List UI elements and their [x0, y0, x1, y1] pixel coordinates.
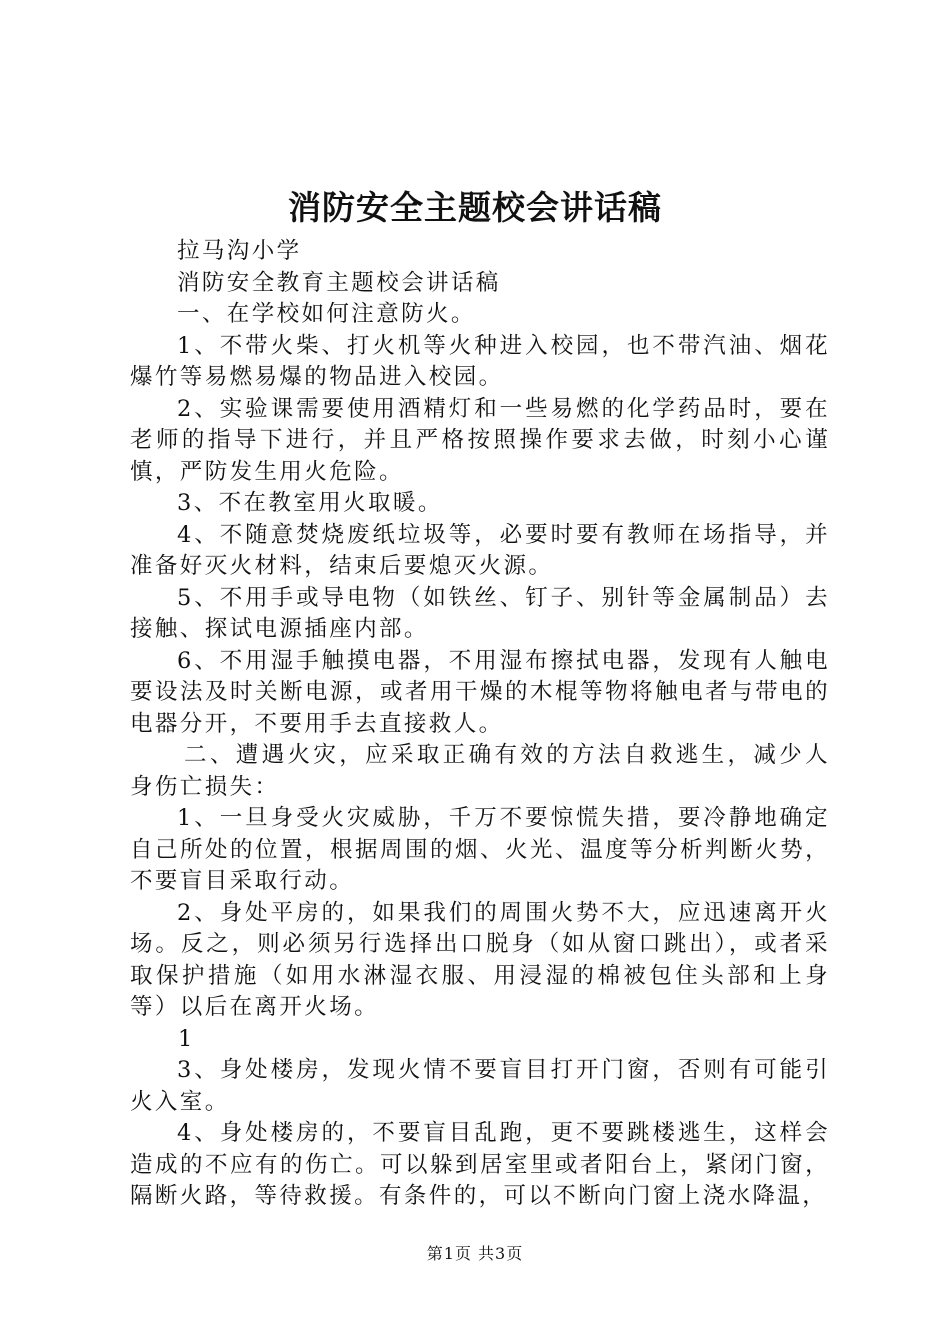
paragraph-1-4: 4、不随意焚烧废纸垃圾等，必要时要有教师在场指导，并准备好灭火材料，结束后要熄灭火源。 — [130, 521, 830, 579]
section-heading-2: 二、遭遇火灾，应采取正确有效的方法自救逃生，减少人身伤亡损失： — [130, 742, 830, 800]
document-title: 消防安全主题校会讲话稿 — [288, 188, 662, 227]
paragraph-1-6: 6、不用湿手触摸电器，不用湿布擦拭电器，发现有人触电要设法及时关断电源，或者用干燥的木棍等物将触电者与带电的电器分开，不要用手去直接救人。 — [130, 647, 830, 737]
paragraph-2-4: 4、身处楼房的，不要盲目乱跑，更不要跳楼逃生，这样会造成的不应有的伤亡。可以躲到居室里或者阳台上，紧闭门窗，隔断火路，等待救援。有条件的，可以不断向门窗上浇水降温， — [130, 1120, 830, 1209]
school-name: 拉马沟小学 — [177, 238, 302, 264]
document-body — [130, 236, 830, 1213]
subtitle: 消防安全教育主题校会讲话稿 — [177, 269, 501, 296]
paragraph-1-2: 2、实验课需要使用酒精灯和一些易燃的化学药品时，要在老师的指导下进行，并且严格按照操作要求去做，时刻小心谨慎，严防发生用火危险。 — [130, 395, 830, 485]
paragraph-2-1: 1、一旦身受火灾威胁，千万不要惊慌失措，要冷静地确定自己所处的位置，根据周围的烟、火光、温度等分析判断火势，不要盲目采取行动。 — [130, 805, 830, 894]
paragraph-1-1: 1、不带火柴、打火机等火种进入校园，也不带汽油、烟花爆竹等易燃易爆的物品进入校园。 — [130, 332, 830, 390]
paragraph-2-3: 3、身处楼房，发现火情不要盲目打开门窗，否则有可能引火入室。 — [130, 1057, 830, 1115]
section-heading-1: 一、在学校如何注意防火。 — [177, 301, 476, 327]
page-footer: 第1页 共3页 — [426, 1244, 524, 1263]
paragraph-1-3: 3、不在教室用火取暖。 — [177, 490, 443, 516]
paragraph-1-5: 5、不用手或导电物（如铁丝、钉子、别针等金属制品）去接触、探试电源插座内部。 — [130, 584, 830, 642]
inline-page-number: 1 — [178, 1025, 195, 1052]
paragraph-2-2: 2、身处平房的，如果我们的周围火势不大，应迅速离开火场。反之，则必须另行选择出口脱身（如从窗口跳出），或者采取保护措施（如用水淋湿衣服、用浸湿的棉被包住头部和上身等）以后在离开火场。 — [130, 899, 830, 1020]
